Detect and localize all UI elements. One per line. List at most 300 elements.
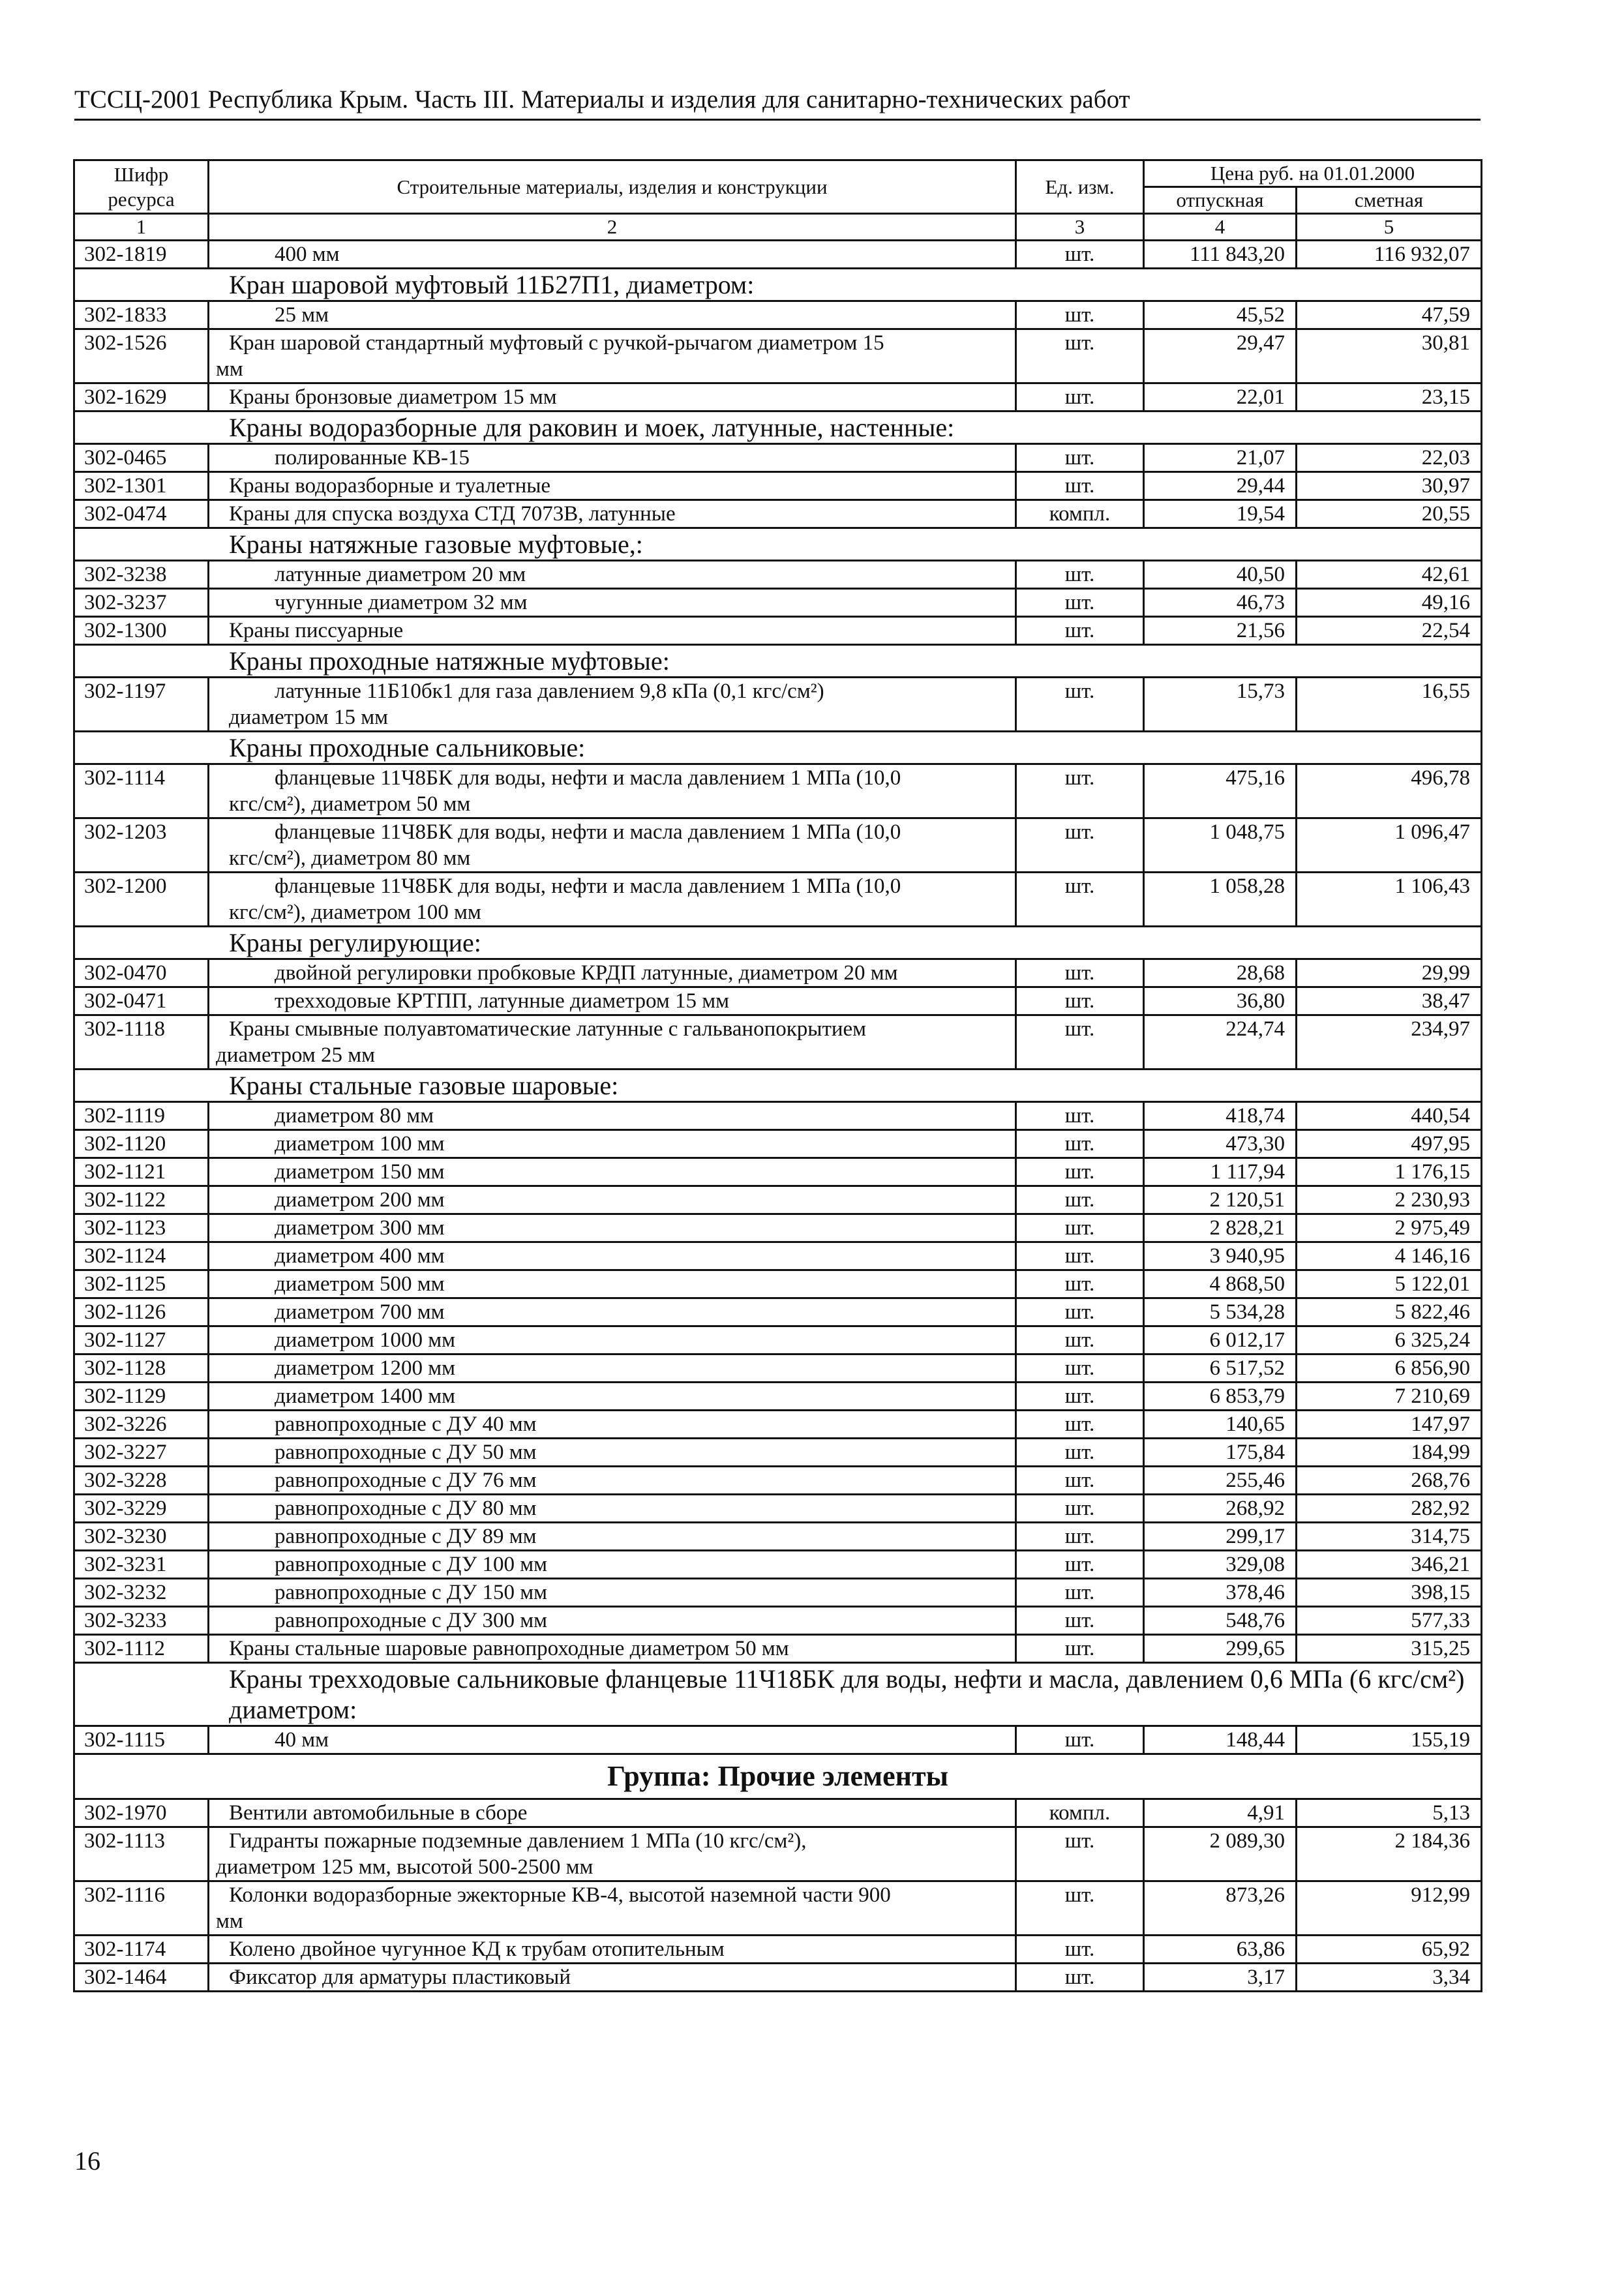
material-name-cell bbox=[209, 1523, 1016, 1551]
document-header-title: ТССЦ-2001 Республика Крым. Часть III. Материалы и изделия для санитарно-технических работ bbox=[74, 85, 1130, 113]
unit-cell: шт. bbox=[1016, 1354, 1144, 1383]
resource-code-cell: 302-1126 bbox=[74, 1298, 209, 1326]
unit-cell: шт. bbox=[1016, 472, 1144, 500]
estimate-price-cell: 234,97 bbox=[1297, 1015, 1482, 1070]
release-price-cell: 873,26 bbox=[1144, 1881, 1297, 1936]
estimate-price-cell: 497,95 bbox=[1297, 1130, 1482, 1158]
estimate-price-cell: 22,54 bbox=[1297, 617, 1482, 645]
material-name-cell bbox=[209, 500, 1016, 528]
unit-cell: шт. bbox=[1016, 1579, 1144, 1607]
group-heading: Краны проходные сальниковые: bbox=[74, 732, 1482, 764]
release-price-cell: 1 048,75 bbox=[1144, 818, 1297, 873]
material-name-line: Кран шаровой стандартный муфтовый с ручкой-рычагом диаметром 15 bbox=[229, 331, 884, 355]
release-price-cell: 418,74 bbox=[1144, 1102, 1297, 1130]
unit-cell: шт. bbox=[1016, 1551, 1144, 1579]
table-row bbox=[74, 1130, 1482, 1158]
table-header bbox=[74, 160, 1482, 241]
resource-code-cell: 302-3238 bbox=[74, 561, 209, 589]
material-name-line: диаметром 1000 мм bbox=[275, 1328, 455, 1352]
material-name-cell bbox=[209, 1130, 1016, 1158]
material-name-line: Краны смывные полуавтоматические латунные с гальванопокрытием bbox=[229, 1017, 867, 1041]
resource-code-cell: 302-1197 bbox=[74, 678, 209, 732]
unit-cell: шт. bbox=[1016, 1635, 1144, 1663]
estimate-price-cell: 1 106,43 bbox=[1297, 873, 1482, 927]
column-header-estimate-price: сметная bbox=[1297, 187, 1482, 214]
resource-code-cell: 302-1526 bbox=[74, 329, 209, 383]
group-heading-row bbox=[74, 645, 1482, 678]
material-name-continuation: кгс/см²), диаметром 80 мм bbox=[229, 846, 471, 870]
material-name-cell bbox=[209, 1551, 1016, 1579]
estimate-price-cell: 4 146,16 bbox=[1297, 1242, 1482, 1270]
material-name-continuation: диаметром 125 мм, высотой 500-2500 мм bbox=[216, 1855, 594, 1879]
material-name-line: равнопроходные с ДУ 80 мм bbox=[275, 1497, 537, 1520]
estimate-price-cell: 496,78 bbox=[1297, 764, 1482, 818]
table-row bbox=[74, 873, 1482, 927]
material-name-cell bbox=[209, 1936, 1016, 1964]
table-row bbox=[74, 1936, 1482, 1964]
column-number-4: 4 bbox=[1144, 214, 1297, 241]
material-name-continuation: кгс/см²), диаметром 100 мм bbox=[229, 901, 481, 924]
material-name-line: диаметром 300 мм bbox=[275, 1216, 445, 1240]
release-price-cell: 255,46 bbox=[1144, 1467, 1297, 1495]
column-number-3: 3 bbox=[1016, 214, 1144, 241]
material-name-line: двойной регулировки пробковые КРДП латунные, диаметром 20 мм bbox=[275, 961, 898, 985]
column-header-price: Цена руб. на 01.01.2000 bbox=[1144, 160, 1482, 187]
resource-code-cell: 302-3226 bbox=[74, 1411, 209, 1439]
estimate-price-cell: 47,59 bbox=[1297, 301, 1482, 329]
material-name-cell bbox=[209, 617, 1016, 645]
release-price-cell: 224,74 bbox=[1144, 1015, 1297, 1070]
resource-code-cell: 302-1203 bbox=[74, 818, 209, 873]
resource-code-cell: 302-1301 bbox=[74, 472, 209, 500]
column-header-code: Шифр ресурса bbox=[74, 160, 209, 214]
release-price-cell: 378,46 bbox=[1144, 1579, 1297, 1607]
release-price-cell: 299,65 bbox=[1144, 1635, 1297, 1663]
material-name-cell bbox=[209, 1354, 1016, 1383]
material-name-line: диаметром 100 мм bbox=[275, 1132, 445, 1156]
table-row bbox=[74, 1411, 1482, 1439]
resource-code-cell: 302-0465 bbox=[74, 444, 209, 472]
material-name-line: латунные диаметром 20 мм bbox=[275, 563, 526, 586]
unit-cell: шт. bbox=[1016, 873, 1144, 927]
release-price-cell: 175,84 bbox=[1144, 1439, 1297, 1467]
release-price-cell: 46,73 bbox=[1144, 589, 1297, 617]
material-name-cell bbox=[209, 1015, 1016, 1070]
material-name-line: Краны бронзовые диаметром 15 мм bbox=[229, 385, 557, 409]
estimate-price-cell: 282,92 bbox=[1297, 1495, 1482, 1523]
table-row bbox=[74, 1827, 1482, 1881]
material-name-line: равнопроходные с ДУ 300 мм bbox=[275, 1609, 547, 1632]
material-name-cell bbox=[209, 472, 1016, 500]
material-name-cell bbox=[209, 589, 1016, 617]
material-name-line: Колонки водоразборные эжекторные КВ-4, высотой наземной части 900 bbox=[229, 1883, 891, 1907]
table-row bbox=[74, 1242, 1482, 1270]
unit-cell: шт. bbox=[1016, 1936, 1144, 1964]
material-name-cell bbox=[209, 1326, 1016, 1354]
release-price-cell: 19,54 bbox=[1144, 500, 1297, 528]
resource-code-cell: 302-1970 bbox=[74, 1799, 209, 1827]
unit-cell: шт. bbox=[1016, 301, 1144, 329]
resource-code-cell: 302-1113 bbox=[74, 1827, 209, 1881]
release-price-cell: 1 058,28 bbox=[1144, 873, 1297, 927]
group-heading: Краны водоразборные для раковин и моек, латунные, настенные: bbox=[74, 411, 1482, 444]
table-row bbox=[74, 1186, 1482, 1214]
resource-code-cell: 302-1116 bbox=[74, 1881, 209, 1936]
release-price-cell: 6 517,52 bbox=[1144, 1354, 1297, 1383]
material-name-cell bbox=[209, 1270, 1016, 1298]
unit-cell: шт. bbox=[1016, 1439, 1144, 1467]
resource-code-cell: 302-1115 bbox=[74, 1726, 209, 1754]
unit-cell: шт. bbox=[1016, 1298, 1144, 1326]
unit-cell: шт. bbox=[1016, 1326, 1144, 1354]
material-name-line: Краны водоразборные и туалетные bbox=[229, 474, 551, 498]
release-price-cell: 2 089,30 bbox=[1144, 1827, 1297, 1881]
material-name-line: диаметром 700 мм bbox=[275, 1300, 445, 1324]
material-name-cell bbox=[209, 1635, 1016, 1663]
group-heading-row bbox=[74, 411, 1482, 444]
unit-cell: шт. bbox=[1016, 1881, 1144, 1936]
unit-cell: шт. bbox=[1016, 383, 1144, 411]
table-row bbox=[74, 1495, 1482, 1523]
release-price-cell: 475,16 bbox=[1144, 764, 1297, 818]
table-body bbox=[74, 241, 1482, 1992]
table-row bbox=[74, 1726, 1482, 1754]
release-price-cell: 4 868,50 bbox=[1144, 1270, 1297, 1298]
estimate-price-cell: 346,21 bbox=[1297, 1551, 1482, 1579]
unit-cell: шт. bbox=[1016, 764, 1144, 818]
table-row bbox=[74, 1383, 1482, 1411]
unit-cell: шт. bbox=[1016, 1607, 1144, 1635]
material-name-line: равнопроходные с ДУ 76 мм bbox=[275, 1469, 537, 1492]
material-name-cell bbox=[209, 1439, 1016, 1467]
resource-code-cell: 302-3233 bbox=[74, 1607, 209, 1635]
unit-cell: шт. bbox=[1016, 617, 1144, 645]
resource-code-cell: 302-1121 bbox=[74, 1158, 209, 1186]
release-price-cell: 36,80 bbox=[1144, 987, 1297, 1015]
estimate-price-cell: 2 184,36 bbox=[1297, 1827, 1482, 1881]
release-price-cell: 299,17 bbox=[1144, 1523, 1297, 1551]
material-name-line: Вентили автомобильные в сборе bbox=[229, 1801, 528, 1825]
resource-code-cell: 302-1129 bbox=[74, 1383, 209, 1411]
group-heading-row bbox=[74, 1663, 1482, 1726]
estimate-price-cell: 20,55 bbox=[1297, 500, 1482, 528]
table-row bbox=[74, 383, 1482, 411]
table-row bbox=[74, 1579, 1482, 1607]
material-name-cell bbox=[209, 1607, 1016, 1635]
estimate-price-cell: 268,76 bbox=[1297, 1467, 1482, 1495]
resource-code-cell: 302-1127 bbox=[74, 1326, 209, 1354]
release-price-cell: 3,17 bbox=[1144, 1964, 1297, 1992]
unit-cell: шт. bbox=[1016, 329, 1144, 383]
table-row bbox=[74, 764, 1482, 818]
material-name-cell bbox=[209, 1799, 1016, 1827]
estimate-price-cell: 29,99 bbox=[1297, 959, 1482, 987]
release-price-cell: 5 534,28 bbox=[1144, 1298, 1297, 1326]
group-heading-row bbox=[74, 732, 1482, 764]
release-price-cell: 45,52 bbox=[1144, 301, 1297, 329]
material-name-cell bbox=[209, 678, 1016, 732]
estimate-price-cell: 7 210,69 bbox=[1297, 1383, 1482, 1411]
material-name-line: 40 мм bbox=[275, 1728, 329, 1752]
table-row bbox=[74, 1102, 1482, 1130]
material-name-line: диаметром 1400 мм bbox=[275, 1384, 455, 1408]
material-name-line: Краны для спуска воздуха СТД 7073В, латунные bbox=[229, 502, 676, 526]
estimate-price-cell: 2 230,93 bbox=[1297, 1186, 1482, 1214]
material-name-continuation: диаметром 15 мм bbox=[229, 706, 388, 729]
estimate-price-cell: 30,81 bbox=[1297, 329, 1482, 383]
release-price-cell: 22,01 bbox=[1144, 383, 1297, 411]
unit-cell: шт. bbox=[1016, 1130, 1144, 1158]
unit-cell: шт. bbox=[1016, 1827, 1144, 1881]
material-name-line: фланцевые 11Ч8БК для воды, нефти и масла давлением 1 МПа (10,0 bbox=[275, 766, 901, 790]
material-name-cell bbox=[209, 1214, 1016, 1242]
material-name-line: равнопроходные с ДУ 40 мм bbox=[275, 1413, 537, 1436]
table-row bbox=[74, 500, 1482, 528]
column-number-5: 5 bbox=[1297, 214, 1482, 241]
table-row bbox=[74, 1881, 1482, 1936]
unit-cell: шт. bbox=[1016, 444, 1144, 472]
resource-code-cell: 302-3227 bbox=[74, 1439, 209, 1467]
table-row bbox=[74, 301, 1482, 329]
unit-cell: шт. bbox=[1016, 1214, 1144, 1242]
material-name-cell bbox=[209, 561, 1016, 589]
material-name-cell bbox=[209, 1186, 1016, 1214]
column-header-release-price: отпускная bbox=[1144, 187, 1297, 214]
unit-cell: шт. bbox=[1016, 1015, 1144, 1070]
unit-cell: компл. bbox=[1016, 500, 1144, 528]
estimate-price-cell: 3,34 bbox=[1297, 1964, 1482, 1992]
release-price-cell: 21,07 bbox=[1144, 444, 1297, 472]
table-row bbox=[74, 1467, 1482, 1495]
group-heading-row bbox=[74, 1070, 1482, 1102]
table-row bbox=[74, 617, 1482, 645]
table-row bbox=[74, 444, 1482, 472]
unit-cell: шт. bbox=[1016, 1383, 1144, 1411]
material-name-line: 400 мм bbox=[275, 243, 340, 266]
material-name-cell bbox=[209, 1726, 1016, 1754]
unit-cell: шт. bbox=[1016, 1467, 1144, 1495]
unit-cell: шт. bbox=[1016, 678, 1144, 732]
material-name-line: фланцевые 11Ч8БК для воды, нефти и масла давлением 1 МПа (10,0 bbox=[275, 875, 901, 898]
estimate-price-cell: 315,25 bbox=[1297, 1635, 1482, 1663]
resource-code-cell: 302-3228 bbox=[74, 1467, 209, 1495]
material-name-cell bbox=[209, 1158, 1016, 1186]
release-price-cell: 148,44 bbox=[1144, 1726, 1297, 1754]
estimate-price-cell: 147,97 bbox=[1297, 1411, 1482, 1439]
resource-code-cell: 302-1200 bbox=[74, 873, 209, 927]
material-name-continuation: диаметром 25 мм bbox=[216, 1043, 375, 1067]
release-price-cell: 1 117,94 bbox=[1144, 1158, 1297, 1186]
table-row bbox=[74, 1551, 1482, 1579]
resource-code-cell: 302-0474 bbox=[74, 500, 209, 528]
estimate-price-cell: 5,13 bbox=[1297, 1799, 1482, 1827]
resource-code-cell: 302-1124 bbox=[74, 1242, 209, 1270]
unit-cell: компл. bbox=[1016, 1799, 1144, 1827]
material-name-cell bbox=[209, 1383, 1016, 1411]
estimate-price-cell: 5 122,01 bbox=[1297, 1270, 1482, 1298]
release-price-cell: 111 843,20 bbox=[1144, 241, 1297, 269]
table-row bbox=[74, 1015, 1482, 1070]
group-heading: Краны стальные газовые шаровые: bbox=[74, 1070, 1482, 1102]
column-number-1: 1 bbox=[74, 214, 209, 241]
resource-code-cell: 302-3229 bbox=[74, 1495, 209, 1523]
release-price-cell: 28,68 bbox=[1144, 959, 1297, 987]
material-name-cell bbox=[209, 764, 1016, 818]
material-name-cell bbox=[209, 383, 1016, 411]
unit-cell: шт. bbox=[1016, 1186, 1144, 1214]
material-name-line: диаметром 80 мм bbox=[275, 1104, 434, 1128]
group-heading: Краны натяжные газовые муфтовые,: bbox=[74, 528, 1482, 561]
release-price-cell: 63,86 bbox=[1144, 1936, 1297, 1964]
release-price-cell: 40,50 bbox=[1144, 561, 1297, 589]
material-name-line: равнопроходные с ДУ 89 мм bbox=[275, 1525, 537, 1548]
estimate-price-cell: 38,47 bbox=[1297, 987, 1482, 1015]
material-name-cell bbox=[209, 241, 1016, 269]
release-price-cell: 2 828,21 bbox=[1144, 1214, 1297, 1242]
unit-cell: шт. bbox=[1016, 987, 1144, 1015]
group-heading: Краны регулирующие: bbox=[74, 927, 1482, 959]
release-price-cell: 29,47 bbox=[1144, 329, 1297, 383]
release-price-cell: 3 940,95 bbox=[1144, 1242, 1297, 1270]
release-price-cell: 548,76 bbox=[1144, 1607, 1297, 1635]
page-number: 16 bbox=[74, 2146, 100, 2176]
estimate-price-cell: 912,99 bbox=[1297, 1881, 1482, 1936]
unit-cell: шт. bbox=[1016, 1523, 1144, 1551]
estimate-price-cell: 23,15 bbox=[1297, 383, 1482, 411]
material-name-cell bbox=[209, 1467, 1016, 1495]
material-name-line: Краны писсуарные bbox=[229, 619, 404, 642]
unit-cell: шт. bbox=[1016, 1964, 1144, 1992]
table-row bbox=[74, 987, 1482, 1015]
material-name-cell bbox=[209, 818, 1016, 873]
material-name-cell bbox=[209, 301, 1016, 329]
table-row bbox=[74, 1298, 1482, 1326]
material-name-line: латунные 11Б10бк1 для газа давлением 9,8 кПа (0,1 кгс/см²) bbox=[275, 680, 824, 703]
resource-code-cell: 302-1122 bbox=[74, 1186, 209, 1214]
table-row bbox=[74, 1158, 1482, 1186]
material-name-cell bbox=[209, 1495, 1016, 1523]
release-price-cell: 268,92 bbox=[1144, 1495, 1297, 1523]
section-heading-row bbox=[74, 1754, 1482, 1799]
resource-code-cell: 302-0471 bbox=[74, 987, 209, 1015]
table-row bbox=[74, 959, 1482, 987]
estimate-price-cell: 16,55 bbox=[1297, 678, 1482, 732]
unit-cell: шт. bbox=[1016, 1270, 1144, 1298]
material-name-line: чугунные диаметром 32 мм bbox=[275, 591, 528, 614]
estimate-price-cell: 116 932,07 bbox=[1297, 241, 1482, 269]
resource-code-cell: 302-1118 bbox=[74, 1015, 209, 1070]
material-name-line: диаметром 150 мм bbox=[275, 1160, 445, 1184]
estimate-price-cell: 22,03 bbox=[1297, 444, 1482, 472]
unit-cell: шт. bbox=[1016, 1102, 1144, 1130]
material-name-cell bbox=[209, 1579, 1016, 1607]
estimate-price-cell: 398,15 bbox=[1297, 1579, 1482, 1607]
resource-code-cell: 302-1112 bbox=[74, 1635, 209, 1663]
table-row bbox=[74, 1607, 1482, 1635]
material-name-cell bbox=[209, 1298, 1016, 1326]
resource-code-cell: 302-3232 bbox=[74, 1579, 209, 1607]
release-price-cell: 6 012,17 bbox=[1144, 1326, 1297, 1354]
material-name-cell bbox=[209, 1881, 1016, 1936]
estimate-price-cell: 1 176,15 bbox=[1297, 1158, 1482, 1186]
table-row bbox=[74, 241, 1482, 269]
column-header-name: Строительные материалы, изделия и конструкции bbox=[209, 160, 1016, 214]
release-price-cell: 329,08 bbox=[1144, 1551, 1297, 1579]
table-row bbox=[74, 1799, 1482, 1827]
estimate-price-cell: 184,99 bbox=[1297, 1439, 1482, 1467]
resource-code-cell: 302-1174 bbox=[74, 1936, 209, 1964]
material-name-cell bbox=[209, 1242, 1016, 1270]
table-row bbox=[74, 329, 1482, 383]
estimate-price-cell: 314,75 bbox=[1297, 1523, 1482, 1551]
material-name-line: Колено двойное чугунное КД к трубам отопительным bbox=[229, 1937, 725, 1961]
material-name-continuation: кгс/см²), диаметром 50 мм bbox=[229, 792, 471, 816]
resource-code-cell: 302-1128 bbox=[74, 1354, 209, 1383]
estimate-price-cell: 155,19 bbox=[1297, 1726, 1482, 1754]
estimate-price-cell: 49,16 bbox=[1297, 589, 1482, 617]
material-name-cell bbox=[209, 444, 1016, 472]
estimate-price-cell: 42,61 bbox=[1297, 561, 1482, 589]
table-row bbox=[74, 1439, 1482, 1467]
table-row bbox=[74, 1635, 1482, 1663]
column-number-2: 2 bbox=[209, 214, 1016, 241]
material-name-line: 25 мм bbox=[275, 303, 329, 327]
release-price-cell: 6 853,79 bbox=[1144, 1383, 1297, 1411]
group-heading-row bbox=[74, 927, 1482, 959]
resource-code-cell: 302-1125 bbox=[74, 1270, 209, 1298]
estimate-price-cell: 2 975,49 bbox=[1297, 1214, 1482, 1242]
resource-code-cell: 302-3231 bbox=[74, 1551, 209, 1579]
material-name-line: Фиксатор для арматуры пластиковый bbox=[229, 1966, 571, 1989]
group-heading: Краны проходные натяжные муфтовые: bbox=[74, 645, 1482, 678]
resource-code-cell: 302-1819 bbox=[74, 241, 209, 269]
material-name-cell bbox=[209, 1411, 1016, 1439]
material-name-cell bbox=[209, 329, 1016, 383]
resource-code-cell: 302-1114 bbox=[74, 764, 209, 818]
table-row bbox=[74, 1270, 1482, 1298]
resource-price-table bbox=[73, 159, 1482, 1992]
table-row bbox=[74, 678, 1482, 732]
estimate-price-cell: 6 325,24 bbox=[1297, 1326, 1482, 1354]
resource-code-cell: 302-1629 bbox=[74, 383, 209, 411]
material-name-line: равнопроходные с ДУ 50 мм bbox=[275, 1441, 537, 1464]
resource-code-cell: 302-3230 bbox=[74, 1523, 209, 1551]
table-row bbox=[74, 589, 1482, 617]
column-header-unit: Ед. изм. bbox=[1016, 160, 1144, 214]
material-name-line: фланцевые 11Ч8БК для воды, нефти и масла давлением 1 МПа (10,0 bbox=[275, 820, 901, 844]
material-name-line: равнопроходные с ДУ 150 мм bbox=[275, 1581, 547, 1604]
material-name-line: диаметром 200 мм bbox=[275, 1188, 445, 1212]
section-heading: Группа: Прочие элементы bbox=[74, 1754, 1482, 1799]
table-row bbox=[74, 1326, 1482, 1354]
material-name-cell bbox=[209, 1827, 1016, 1881]
material-name-cell bbox=[209, 873, 1016, 927]
unit-cell: шт. bbox=[1016, 561, 1144, 589]
group-heading-row bbox=[74, 269, 1482, 301]
estimate-price-cell: 577,33 bbox=[1297, 1607, 1482, 1635]
table-row bbox=[74, 1964, 1482, 1992]
estimate-price-cell: 5 822,46 bbox=[1297, 1298, 1482, 1326]
material-name-line: диаметром 1200 мм bbox=[275, 1356, 455, 1380]
resource-code-cell: 302-3237 bbox=[74, 589, 209, 617]
unit-cell: шт. bbox=[1016, 241, 1144, 269]
unit-cell: шт. bbox=[1016, 589, 1144, 617]
release-price-cell: 29,44 bbox=[1144, 472, 1297, 500]
table-row bbox=[74, 1214, 1482, 1242]
estimate-price-cell: 6 856,90 bbox=[1297, 1354, 1482, 1383]
group-heading: Кран шаровой муфтовый 11Б27П1, диаметром: bbox=[74, 269, 1482, 301]
unit-cell: шт. bbox=[1016, 1158, 1144, 1186]
